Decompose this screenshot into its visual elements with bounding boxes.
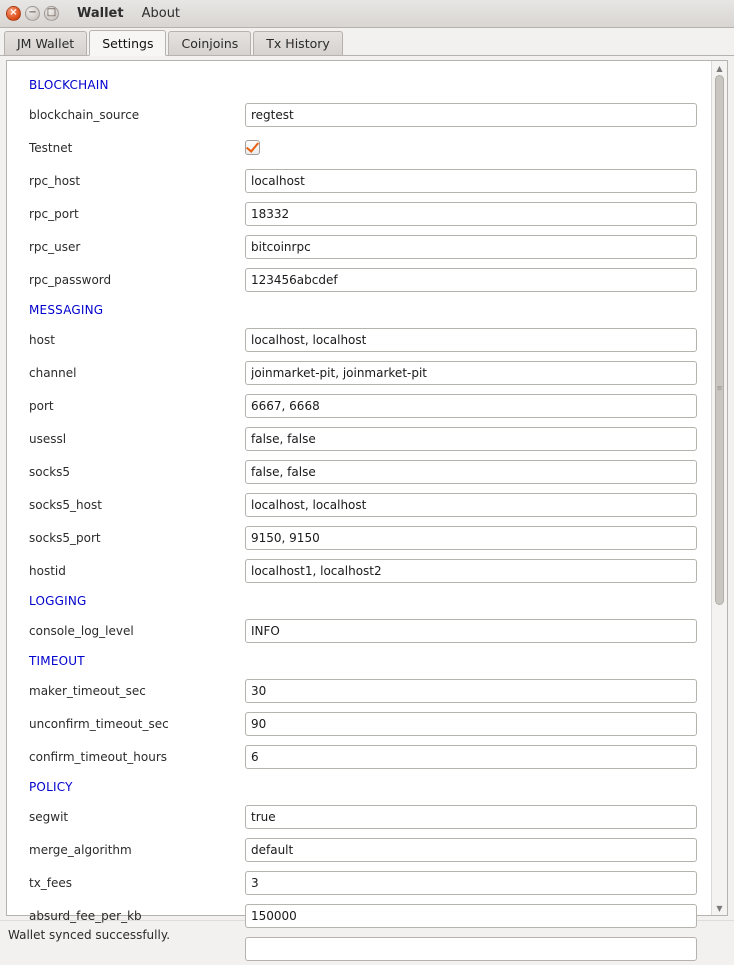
setting-row-confirm-timeout-hours xyxy=(21,740,703,773)
scroll-up-button[interactable]: ▲ xyxy=(716,63,723,73)
setting-field xyxy=(245,619,697,643)
scrollbar-track[interactable] xyxy=(712,75,727,901)
tab-settings[interactable]: Settings xyxy=(89,30,166,56)
blockchain-source-input[interactable] xyxy=(245,103,697,127)
settings-scroll-area xyxy=(7,61,711,923)
setting-field xyxy=(245,202,697,226)
setting-label: segwit xyxy=(29,809,69,824)
setting-label: merge_algorithm xyxy=(29,842,132,857)
setting-row-rpc-user xyxy=(21,230,703,263)
setting-label: host xyxy=(29,332,55,347)
socks5-port-input[interactable] xyxy=(245,526,697,550)
setting-row-host xyxy=(21,323,703,356)
setting-row-absurd-fee-per-kb xyxy=(21,899,703,932)
setting-row-hostid xyxy=(21,554,703,587)
section-header-timeout: TIMEOUT xyxy=(29,654,85,668)
setting-row-segwit xyxy=(21,800,703,833)
setting-field xyxy=(245,328,697,352)
setting-row-unconfirm-timeout-sec xyxy=(21,707,703,740)
absurd-fee-per-kb-input[interactable] xyxy=(245,904,697,928)
setting-field xyxy=(245,103,697,127)
setting-field xyxy=(245,559,697,583)
setting-row-socks5-port xyxy=(21,521,703,554)
minimize-window-button[interactable] xyxy=(25,6,40,21)
port-input[interactable] xyxy=(245,394,697,418)
setting-field xyxy=(245,140,697,155)
scrollbar-grip-icon: ≡ xyxy=(716,384,723,392)
section-header-blockchain: BLOCKCHAIN xyxy=(29,78,109,92)
setting-label: socks5 xyxy=(29,464,71,479)
rpc-password-input[interactable] xyxy=(245,268,697,292)
rpc-user-input[interactable] xyxy=(245,235,697,259)
setting-row-port xyxy=(21,389,703,422)
setting-field xyxy=(245,361,697,385)
setting-field xyxy=(245,712,697,736)
setting-row-socks5-host xyxy=(21,488,703,521)
hostid-input[interactable] xyxy=(245,559,697,583)
merge-algorithm-input[interactable] xyxy=(245,838,697,862)
setting-field xyxy=(245,937,697,961)
setting-field xyxy=(245,268,697,292)
settings-content xyxy=(0,56,734,923)
setting-row-channel xyxy=(21,356,703,389)
menu-bar xyxy=(75,4,182,23)
close-window-button[interactable] xyxy=(6,6,21,21)
window-controls xyxy=(6,6,59,21)
setting-row-rpc-password xyxy=(21,263,703,296)
setting-field xyxy=(245,460,697,484)
console-log-level-input[interactable] xyxy=(245,619,697,643)
setting-field xyxy=(245,526,697,550)
setting-label: port xyxy=(29,398,54,413)
setting-field xyxy=(245,904,697,928)
setting-row-blockchain-source xyxy=(21,98,703,131)
minimize-icon: − xyxy=(28,6,37,18)
section-header-policy: POLICY xyxy=(29,780,73,794)
setting-field xyxy=(245,427,697,451)
setting-label: unconfirm_timeout_sec xyxy=(29,716,169,731)
setting-label: usessl xyxy=(29,431,67,446)
partial-next-input[interactable] xyxy=(245,937,697,961)
segwit-input[interactable] xyxy=(245,805,697,829)
setting-field xyxy=(245,871,697,895)
tab-jm-wallet[interactable]: JM Wallet xyxy=(4,31,87,55)
menu-item-wallet[interactable]: Wallet xyxy=(77,6,124,21)
setting-label: hostid xyxy=(29,563,66,578)
setting-label: console_log_level xyxy=(29,623,134,638)
maximize-window-button[interactable] xyxy=(44,6,59,21)
title-bar xyxy=(0,0,734,28)
setting-field xyxy=(245,679,697,703)
setting-row-tx-fees xyxy=(21,866,703,899)
setting-row-rpc-host xyxy=(21,164,703,197)
setting-row-maker-timeout-sec xyxy=(21,674,703,707)
socks5-host-input[interactable] xyxy=(245,493,697,517)
setting-row-testnet xyxy=(21,131,703,164)
scrollbar-thumb[interactable] xyxy=(715,75,724,605)
setting-label: Testnet xyxy=(29,140,73,155)
confirm-timeout-hours-input[interactable] xyxy=(245,745,697,769)
usessl-input[interactable] xyxy=(245,427,697,451)
setting-label: socks5_host xyxy=(29,497,102,512)
setting-label: confirm_timeout_hours xyxy=(29,749,168,764)
tab-coinjoins[interactable]: Coinjoins xyxy=(168,31,251,55)
tab-bar xyxy=(0,28,734,56)
setting-label: blockchain_source xyxy=(29,107,140,122)
settings-rows xyxy=(7,71,711,965)
socks5-input[interactable] xyxy=(245,460,697,484)
tx-fees-input[interactable] xyxy=(245,871,697,895)
unconfirm-timeout-sec-input[interactable] xyxy=(245,712,697,736)
setting-row-console-log-level xyxy=(21,614,703,647)
section-header-messaging: MESSAGING xyxy=(29,303,104,317)
setting-field xyxy=(245,493,697,517)
setting-row-partial xyxy=(21,932,703,965)
scroll-down-button[interactable]: ▼ xyxy=(716,903,723,913)
menu-item-about[interactable]: About xyxy=(141,6,181,21)
setting-label: socks5_port xyxy=(29,530,101,545)
maximize-icon: □ xyxy=(46,6,57,18)
rpc-port-input[interactable] xyxy=(245,202,697,226)
setting-label: absurd_fee_per_kb xyxy=(29,908,142,923)
setting-field xyxy=(245,169,697,193)
setting-label: rpc_password xyxy=(29,272,112,287)
setting-label: rpc_port xyxy=(29,206,79,221)
setting-field xyxy=(245,838,697,862)
setting-label: rpc_user xyxy=(29,239,81,254)
setting-label: tx_fees xyxy=(29,875,73,890)
tab-tx-history[interactable]: Tx History xyxy=(253,31,342,55)
setting-row-usessl xyxy=(21,422,703,455)
setting-field xyxy=(245,394,697,418)
maker-timeout-sec-input[interactable] xyxy=(245,679,697,703)
setting-row-merge-algorithm xyxy=(21,833,703,866)
section-header-logging: LOGGING xyxy=(29,594,87,608)
setting-label: channel xyxy=(29,365,77,380)
setting-label: maker_timeout_sec xyxy=(29,683,146,698)
setting-field xyxy=(245,745,697,769)
channel-input[interactable] xyxy=(245,361,697,385)
host-input[interactable] xyxy=(245,328,697,352)
close-icon: × xyxy=(9,6,18,18)
setting-label: rpc_host xyxy=(29,173,81,188)
setting-row-rpc-port xyxy=(21,197,703,230)
settings-scrollbar[interactable] xyxy=(711,61,727,915)
setting-row-socks5 xyxy=(21,455,703,488)
setting-field xyxy=(245,805,697,829)
rpc-host-input[interactable] xyxy=(245,169,697,193)
setting-field xyxy=(245,235,697,259)
status-message: Wallet synced successfully. xyxy=(8,927,171,942)
settings-panel xyxy=(6,60,728,923)
testnet-checkbox[interactable] xyxy=(245,140,260,155)
